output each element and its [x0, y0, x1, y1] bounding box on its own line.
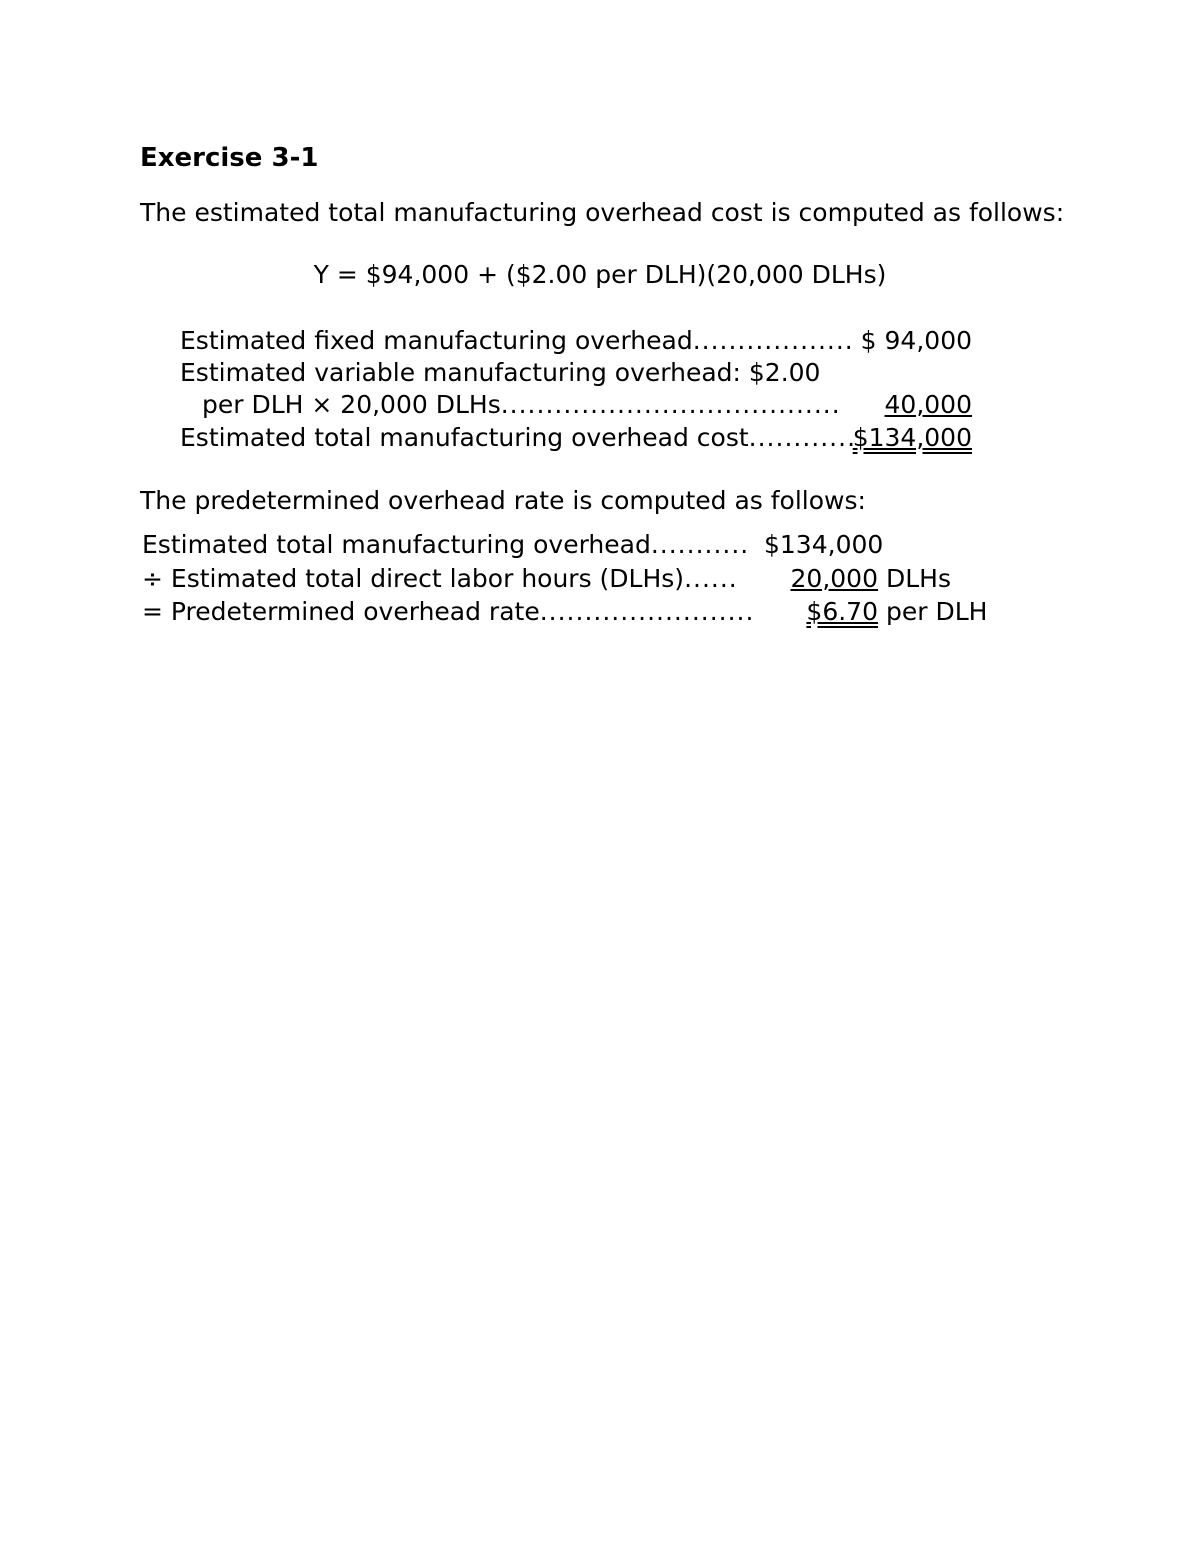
row-label: Estimated total manufacturing overhead cost [180, 423, 749, 452]
intro-text-2: The predetermined overhead rate is computed as follows: [140, 486, 866, 515]
intro-text: The estimated total manufacturing overhead cost is computed as follows: [140, 198, 1065, 227]
row-amount: $134,000 [852, 423, 972, 452]
table-row [180, 389, 980, 421]
leader-dots: .................. [692, 326, 854, 355]
row-unit: DLHs [886, 564, 952, 593]
row-unit: per DLH [886, 597, 988, 626]
row-amount: $ 94,000 [860, 326, 972, 355]
row-label: per DLH × 20,000 DLHs [202, 390, 501, 419]
row-label: Estimated variable manufacturing overhead: $2.00 [180, 358, 821, 387]
table-row [142, 529, 1042, 561]
table-row [180, 357, 980, 389]
table-row [142, 563, 1042, 595]
leader-dots: ........... [650, 530, 750, 559]
row-amount: 40,000 [884, 390, 972, 419]
leader-dots: ...... [684, 564, 738, 593]
table-row [180, 422, 980, 454]
leader-dots: ........................ [539, 597, 755, 626]
row-label: Estimated fixed manufacturing overhead [180, 326, 693, 355]
cost-formula: Y = $94,000 + ($2.00 per DLH)(20,000 DLHs) [313, 260, 887, 289]
leader-dots: ...................................... [500, 390, 841, 419]
row-amount: $6.70 [806, 597, 878, 626]
row-label: = Predetermined overhead rate [142, 597, 540, 626]
table-row [142, 596, 1042, 628]
row-label: ÷ Estimated total direct labor hours (DLHs) [142, 564, 685, 593]
table-row [180, 325, 980, 357]
row-amount: 20,000 [790, 564, 878, 593]
row-label: Estimated total manufacturing overhead [142, 530, 651, 559]
row-amount: $134,000 [764, 530, 884, 559]
page-title: Exercise 3-1 [140, 143, 319, 173]
leader-dots: ............ [748, 423, 857, 452]
